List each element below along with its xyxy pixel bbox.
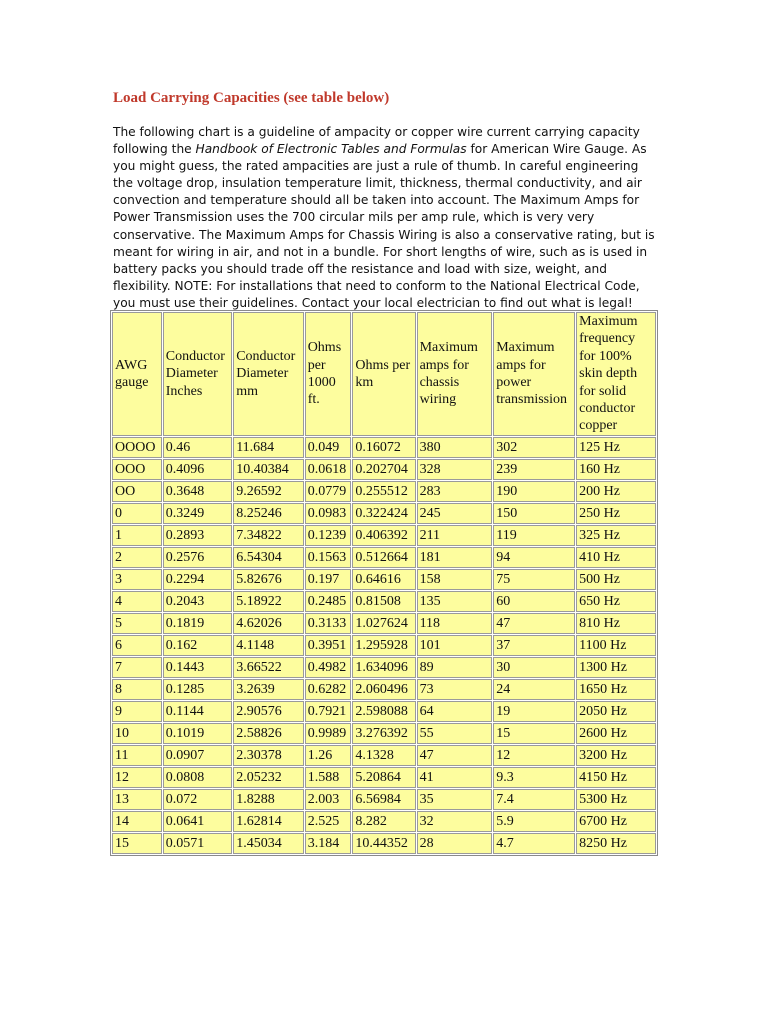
table-cell: 1.027624 — [352, 613, 415, 634]
table-cell: 0.2294 — [163, 569, 232, 590]
table-row — [112, 481, 656, 502]
table-cell: 0.0983 — [305, 503, 352, 524]
column-header: Conductor Diameter mm — [233, 312, 303, 436]
intro-text-end: for American Wire Gauge. As you might guess, the rated ampacities are just a rule of thumb. In careful engineering the voltage drop, insulation temperature limit, thickness, thermal conductivity, and air convection and temperature should all be taken into account. The Maximum Amps for Power Transmission uses the 700 circular mils per amp rule, which is very very conservative. The Maximum Amps for Chassis Wiring is also a conservative rating, but is meant for wiring in air, and not in a bundle. For short lengths of wire, such as is used in battery packs you should trade off the resistance and load with size, weight, and flexibility. NOTE: For installations that need to conform to the National Electrical Code, you must use their guidelines. Contact your local electrician to find out what is legal! — [113, 142, 655, 310]
table-row — [112, 613, 656, 634]
table-cell: 0.46 — [163, 437, 232, 458]
table-cell: 0.7921 — [305, 701, 352, 722]
table-row — [112, 437, 656, 458]
table-cell: 73 — [417, 679, 493, 700]
table-cell: 60 — [493, 591, 575, 612]
table-cell: 410 Hz — [576, 547, 656, 568]
table-cell: 30 — [493, 657, 575, 678]
table-cell: 8 — [112, 679, 162, 700]
table-cell: 0.0808 — [163, 767, 232, 788]
table-cell: 7.4 — [493, 789, 575, 810]
column-header: Ohms per 1000 ft. — [305, 312, 352, 436]
table-cell: 32 — [417, 811, 493, 832]
table-cell: 0.9989 — [305, 723, 352, 744]
table-cell: 2.58826 — [233, 723, 303, 744]
table-cell: 1300 Hz — [576, 657, 656, 678]
table-cell: 0.6282 — [305, 679, 352, 700]
table-cell: 3.2639 — [233, 679, 303, 700]
table-cell: 3200 Hz — [576, 745, 656, 766]
table-cell: 24 — [493, 679, 575, 700]
table-cell: 14 — [112, 811, 162, 832]
table-cell: 302 — [493, 437, 575, 458]
table-cell: 11 — [112, 745, 162, 766]
table-cell: 6 — [112, 635, 162, 656]
book-title: Handbook of Electronic Tables and Formulas — [195, 142, 467, 157]
table-cell: 119 — [493, 525, 575, 546]
table-row — [112, 833, 656, 854]
table-cell: 1.588 — [305, 767, 352, 788]
table-cell: 500 Hz — [576, 569, 656, 590]
column-header: Maximum frequency for 100% skin depth for solid conductor copper — [576, 312, 656, 436]
table-cell: 0.1239 — [305, 525, 352, 546]
table-cell: 2.05232 — [233, 767, 303, 788]
table-cell: 5300 Hz — [576, 789, 656, 810]
table-cell: 0.072 — [163, 789, 232, 810]
table-row — [112, 679, 656, 700]
table-cell: 0.0907 — [163, 745, 232, 766]
table-cell: 0.3249 — [163, 503, 232, 524]
table-cell: 10 — [112, 723, 162, 744]
table-cell: 2050 Hz — [576, 701, 656, 722]
column-header: Conductor Diameter Inches — [163, 312, 232, 436]
table-row — [112, 591, 656, 612]
table-cell: 0.4982 — [305, 657, 352, 678]
table-cell: 37 — [493, 635, 575, 656]
table-cell: 0.0779 — [305, 481, 352, 502]
table-cell: 1100 Hz — [576, 635, 656, 656]
table-cell: 1.45034 — [233, 833, 303, 854]
table-cell: 10.40384 — [233, 459, 303, 480]
table-cell: 0.64616 — [352, 569, 415, 590]
table-row — [112, 547, 656, 568]
table-cell: 13 — [112, 789, 162, 810]
table-cell: 0.0618 — [305, 459, 352, 480]
table-cell: 5.20864 — [352, 767, 415, 788]
table-cell: 1650 Hz — [576, 679, 656, 700]
table-cell: 55 — [417, 723, 493, 744]
table-cell: 8.282 — [352, 811, 415, 832]
table-cell: 6.56984 — [352, 789, 415, 810]
table-cell: 9 — [112, 701, 162, 722]
table-cell: 2 — [112, 547, 162, 568]
table-cell: 2.525 — [305, 811, 352, 832]
table-cell: 35 — [417, 789, 493, 810]
table-cell: 5.9 — [493, 811, 575, 832]
table-cell: 1 — [112, 525, 162, 546]
table-cell: 8250 Hz — [576, 833, 656, 854]
table-cell: 1.26 — [305, 745, 352, 766]
table-cell: 47 — [417, 745, 493, 766]
table-header-row — [112, 312, 656, 436]
table-cell: 328 — [417, 459, 493, 480]
table-cell: 0.2043 — [163, 591, 232, 612]
table-row — [112, 789, 656, 810]
table-row — [112, 701, 656, 722]
table-cell: 0.1285 — [163, 679, 232, 700]
table-cell: 15 — [112, 833, 162, 854]
table-cell: 0.3133 — [305, 613, 352, 634]
table-cell: 0.1443 — [163, 657, 232, 678]
page-title: Load Carrying Capacities (see table below) — [113, 90, 390, 106]
table-cell: 4.62026 — [233, 613, 303, 634]
table-cell: 0.2576 — [163, 547, 232, 568]
table-cell: 41 — [417, 767, 493, 788]
table-cell: 3.276392 — [352, 723, 415, 744]
table-cell: 125 Hz — [576, 437, 656, 458]
table-cell: 135 — [417, 591, 493, 612]
table-cell: 0 — [112, 503, 162, 524]
column-header: Ohms per km — [352, 312, 415, 436]
table-cell: 0.049 — [305, 437, 352, 458]
table-cell: 4.1148 — [233, 635, 303, 656]
table-cell: 3.66522 — [233, 657, 303, 678]
table-row — [112, 459, 656, 480]
table-cell: 28 — [417, 833, 493, 854]
table-cell: 211 — [417, 525, 493, 546]
table-row — [112, 635, 656, 656]
table-cell: 1.8288 — [233, 789, 303, 810]
table-cell: 19 — [493, 701, 575, 722]
table-cell: 2.90576 — [233, 701, 303, 722]
table-cell: OOO — [112, 459, 162, 480]
table-row — [112, 657, 656, 678]
intro-paragraph — [113, 124, 658, 312]
table-cell: 89 — [417, 657, 493, 678]
table-row — [112, 745, 656, 766]
table-cell: 0.0641 — [163, 811, 232, 832]
table-cell: 5 — [112, 613, 162, 634]
table-cell: 190 — [493, 481, 575, 502]
table-cell: 12 — [112, 767, 162, 788]
table-cell: 7 — [112, 657, 162, 678]
table-cell: OO — [112, 481, 162, 502]
table-cell: 0.1019 — [163, 723, 232, 744]
table-cell: 650 Hz — [576, 591, 656, 612]
column-header: AWG gauge — [112, 312, 162, 436]
table-cell: 0.3648 — [163, 481, 232, 502]
table-cell: 75 — [493, 569, 575, 590]
table-cell: 0.162 — [163, 635, 232, 656]
table-row — [112, 767, 656, 788]
table-cell: 150 — [493, 503, 575, 524]
table-cell: 0.1563 — [305, 547, 352, 568]
column-header: Maximum amps for chassis wiring — [417, 312, 493, 436]
table-cell: 15 — [493, 723, 575, 744]
awg-ampacity-table — [110, 310, 658, 856]
table-cell: 2600 Hz — [576, 723, 656, 744]
table-row — [112, 503, 656, 524]
table-cell: 0.202704 — [352, 459, 415, 480]
table-row — [112, 723, 656, 744]
table-cell: 0.2485 — [305, 591, 352, 612]
table-cell: 5.82676 — [233, 569, 303, 590]
table-cell: 160 Hz — [576, 459, 656, 480]
table-cell: 4 — [112, 591, 162, 612]
table-cell: 2.30378 — [233, 745, 303, 766]
table-cell: 0.512664 — [352, 547, 415, 568]
table-cell: 118 — [417, 613, 493, 634]
table-cell: 4.7 — [493, 833, 575, 854]
table-cell: 11.684 — [233, 437, 303, 458]
table-cell: 0.81508 — [352, 591, 415, 612]
table-cell: 101 — [417, 635, 493, 656]
table-cell: 325 Hz — [576, 525, 656, 546]
table-cell: 10.44352 — [352, 833, 415, 854]
table-cell: 1.62814 — [233, 811, 303, 832]
table-cell: 6700 Hz — [576, 811, 656, 832]
table-row — [112, 525, 656, 546]
table-cell: 3.184 — [305, 833, 352, 854]
table-cell: 0.16072 — [352, 437, 415, 458]
table-cell: 245 — [417, 503, 493, 524]
table-cell: OOOO — [112, 437, 162, 458]
table-cell: 0.1819 — [163, 613, 232, 634]
table-cell: 4150 Hz — [576, 767, 656, 788]
table-cell: 3 — [112, 569, 162, 590]
table-cell: 0.255512 — [352, 481, 415, 502]
table-cell: 2.598088 — [352, 701, 415, 722]
table-cell: 12 — [493, 745, 575, 766]
table-cell: 250 Hz — [576, 503, 656, 524]
table-cell: 9.3 — [493, 767, 575, 788]
table-cell: 810 Hz — [576, 613, 656, 634]
table-cell: 8.25246 — [233, 503, 303, 524]
table-cell: 0.1144 — [163, 701, 232, 722]
table-cell: 5.18922 — [233, 591, 303, 612]
table-body — [112, 437, 656, 854]
table-cell: 4.1328 — [352, 745, 415, 766]
table-cell: 0.322424 — [352, 503, 415, 524]
table-cell: 0.4096 — [163, 459, 232, 480]
table-cell: 0.3951 — [305, 635, 352, 656]
table-cell: 181 — [417, 547, 493, 568]
table-cell: 239 — [493, 459, 575, 480]
table-cell: 64 — [417, 701, 493, 722]
table-cell: 1.295928 — [352, 635, 415, 656]
table-cell: 0.406392 — [352, 525, 415, 546]
table-cell: 1.634096 — [352, 657, 415, 678]
table-cell: 6.54304 — [233, 547, 303, 568]
table-cell: 283 — [417, 481, 493, 502]
table-row — [112, 811, 656, 832]
table-cell: 7.34822 — [233, 525, 303, 546]
table-cell: 158 — [417, 569, 493, 590]
column-header: Maximum amps for power transmission — [493, 312, 575, 436]
table-cell: 94 — [493, 547, 575, 568]
table-cell: 0.0571 — [163, 833, 232, 854]
table-cell: 9.26592 — [233, 481, 303, 502]
table-cell: 47 — [493, 613, 575, 634]
table-cell: 380 — [417, 437, 493, 458]
table-cell: 0.197 — [305, 569, 352, 590]
table-cell: 200 Hz — [576, 481, 656, 502]
table-cell: 2.060496 — [352, 679, 415, 700]
table-cell: 0.2893 — [163, 525, 232, 546]
table-row — [112, 569, 656, 590]
intro-text-start: The following chart is a guideline of ampacity or copper wire current carrying capacity following the — [113, 125, 640, 157]
table-cell: 2.003 — [305, 789, 352, 810]
